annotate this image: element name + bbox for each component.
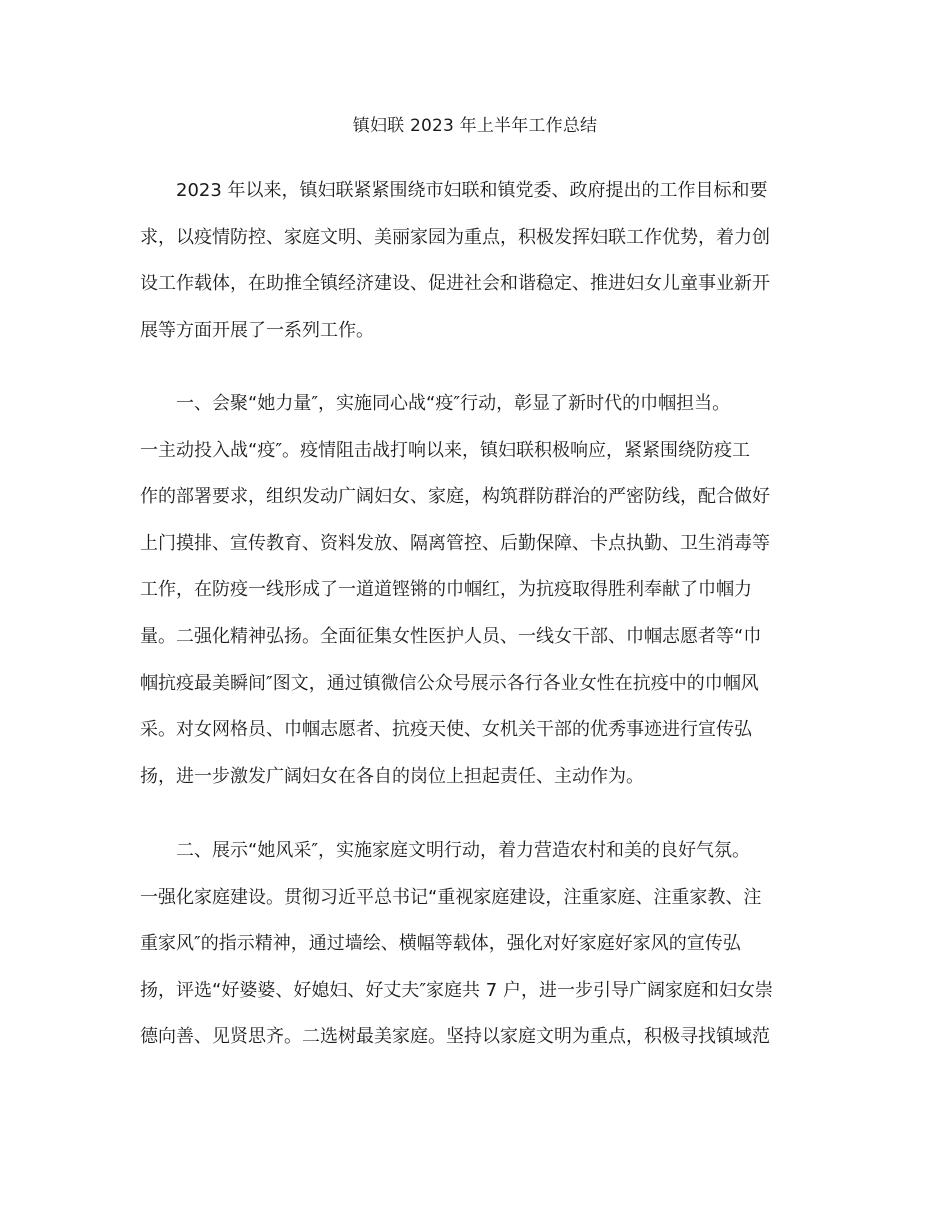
paragraph-line: 作的部署要求，组织发动广阔妇女、家庭，构筑群防群治的严密防线，配合做好 [140,486,770,508]
paragraph-line: 采。对女网格员、巾帼志愿者、抗疫天使、女机关干部的优秀事迹进行宣传弘 [140,719,752,741]
document-title: 镇妇联 2023 年上半年工作总结 [352,116,598,136]
paragraph-line: 一强化家庭建设。贯彻习近平总书记“重视家庭建设，注重家庭、注重家教、注 [140,886,762,908]
paragraph-section-two [140,828,820,1061]
paragraph-line: 展等方面开展了一系列工作。 [140,319,374,341]
paragraph-section-one [140,381,820,800]
paragraph-line: 上门摸排、宣传教育、资料发放、隔离管控、后勤保障、卡点执勤、卫生消毒等 [140,532,770,554]
section-heading-line: 一、会聚“她力量″，实施同心战“疫″行动，彰显了新时代的巾帼担当。 [176,393,731,414]
paragraph-line: 求，以疫情防控、家庭文明、美丽家园为重点，积极发挥妇联工作优势，着力创 [140,226,770,248]
paragraph-line: 德向善、见贤思齐。二选树最美家庭。坚持以家庭文明为重点，积极寻找镇域范 [140,1026,770,1048]
paragraph-line: 帼抗疫最美瞬间″图文，通过镇微信公众号展示各行各业女性在抗疫中的巾帼风 [140,672,759,694]
paragraph-line: 扬，进一步激发广阔妇女在各自的岗位上担起责任、主动作为。 [140,765,644,787]
paragraph-line: 一主动投入战“疫″。疫情阻击战打响以来，镇妇联积极响应，紧紧围绕防疫工 [140,439,751,461]
paragraph-line: 重家风″的指示精神，通过墙绘、横幅等载体，强化对好家庭好家风的宣传弘 [140,933,741,955]
paragraph-intro [140,168,820,354]
paragraph-line: 设工作载体，在助推全镇经济建设、促进社会和谐稳定、推进妇女儿童事业新开 [140,273,770,295]
paragraph-line: 工作，在防疫一线形成了一道道铿锵的巾帼红，为抗疫取得胜利奉献了巾帼力 [140,579,752,601]
paragraph-line: 量。二强化精神弘扬。全面征集女性医护人员、一线女干部、巾帼志愿者等“巾 [140,625,762,647]
section-heading-line: 二、展示“她风采″，实施家庭文明行动，着力营造农村和美的良好气氛。 [176,840,751,861]
paragraph-line: 扬，评选“好婆婆、好媳妇、好丈夫″家庭共 7 户，进一步引导广阔家庭和妇女崇 [140,979,773,1001]
paragraph-line: 2023 年以来，镇妇联紧紧围绕市妇联和镇党委、政府提出的工作目标和要 [176,180,768,201]
